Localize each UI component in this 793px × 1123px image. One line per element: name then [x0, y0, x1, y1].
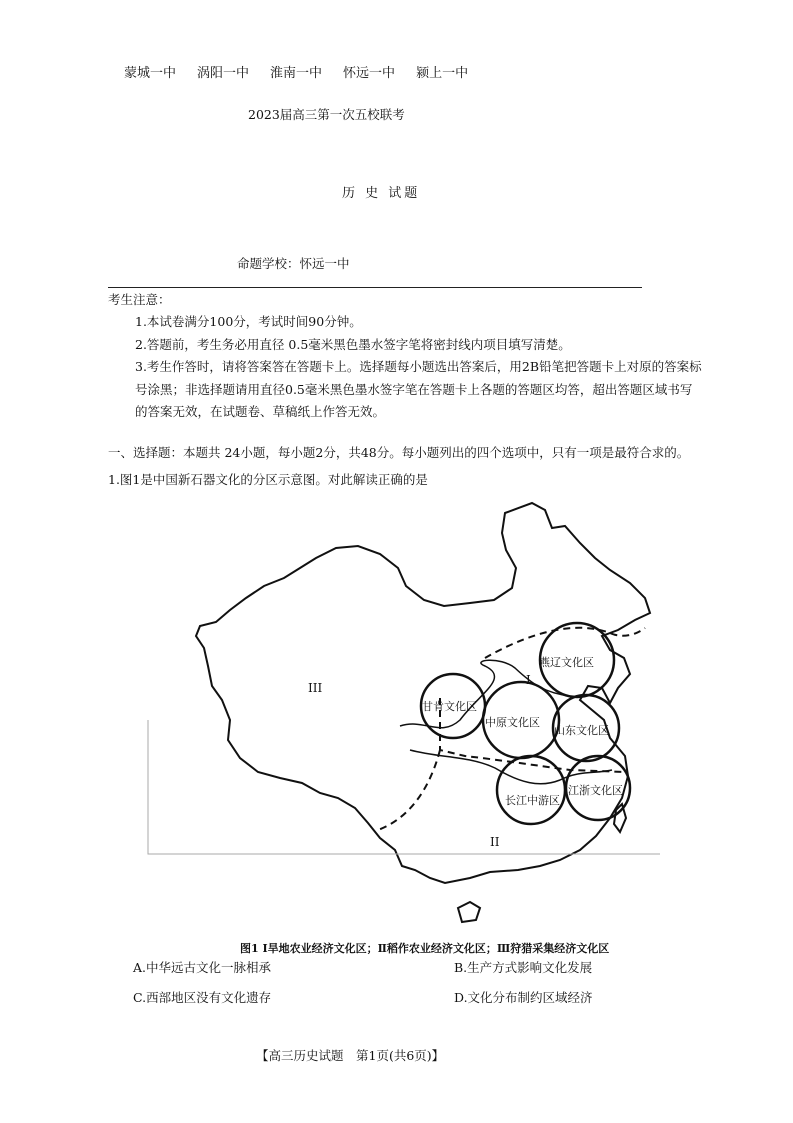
page-footer: 【高三历史试题 第1页(共6页)】 [256, 1048, 445, 1063]
region-boundary [485, 628, 645, 658]
notice-item-3-cont: 号涂黑；非选择题请用直径0.5毫米黑色墨水签字笔在答题卡上各题的答题区均答，超出答题区域书写 [135, 382, 693, 397]
option-b: B.生产方式影响文化发展 [454, 960, 593, 975]
circle-label: 甘肯文化区 [422, 700, 477, 713]
region-label-III: III [308, 681, 323, 695]
school-name: 怀远一中 [343, 66, 396, 81]
region-label-II: II [490, 835, 500, 849]
circle-label: 燕辽文化区 [539, 656, 594, 669]
separator-line [108, 287, 642, 288]
circle-label: 中原文化区 [485, 716, 540, 729]
yangtze-river [410, 750, 612, 784]
section-heading: 一、选择题：本题共 24小题，每小题2分，共48分。每小题列出的四个选项中，只有一项是最符合求的。 [108, 445, 690, 460]
neolithic-culture-map [140, 488, 660, 938]
region-label-I: I [526, 673, 531, 687]
option-a: A.中华远古文化一脉相承 [133, 960, 272, 975]
exam-title: 2023届高三第一次五校联考 [248, 107, 405, 122]
option-d: D.文化分布制约区域经济 [454, 990, 593, 1005]
region-boundary [378, 750, 440, 830]
option-c: C.西部地区没有文化遗存 [133, 990, 272, 1005]
circle-label: 长江中游区 [505, 794, 560, 807]
culture-circle [497, 756, 565, 824]
notice-item-3: 3.考生作答时，请将答案答在答题卡上。选择题每小题选出答案后，用2B铅笔把答题卡上对原的答案标 [135, 359, 702, 374]
notice-item-3-cont: 的答案无效，在试题卷、草稿纸上作答无效。 [135, 404, 386, 419]
notice-heading: 考生注意： [108, 292, 171, 307]
subject-title: 历 史 试题 [342, 186, 421, 201]
school-name: 蒙城一中 [124, 66, 177, 81]
setter-school: 命题学校：怀远一中 [237, 256, 350, 271]
question-1-stem: 1.图1是中国新石器文化的分区示意图。对此解读正确的是 [108, 472, 428, 487]
notice-item-1: 1.本试卷满分100分，考试时间90分钟。 [135, 314, 362, 329]
school-name: 涡阳一中 [197, 66, 250, 81]
figure-caption: 图1 Ⅰ旱地农业经济文化区；Ⅱ稻作农业经济文化区；Ⅲ狩猎采集经济文化区 [240, 942, 610, 955]
school-name: 淮南一中 [270, 66, 323, 81]
circle-label: 江浙文化区 [568, 784, 623, 797]
circle-label: 山东文化区 [554, 724, 609, 737]
school-list [124, 62, 489, 81]
school-name: 颍上一中 [416, 66, 469, 81]
hainan-island [458, 902, 480, 922]
notice-item-2: 2.答题前，考生务必用直径 0.5毫米黑色墨水签字笔将密封线内项目填写清楚。 [135, 337, 571, 352]
